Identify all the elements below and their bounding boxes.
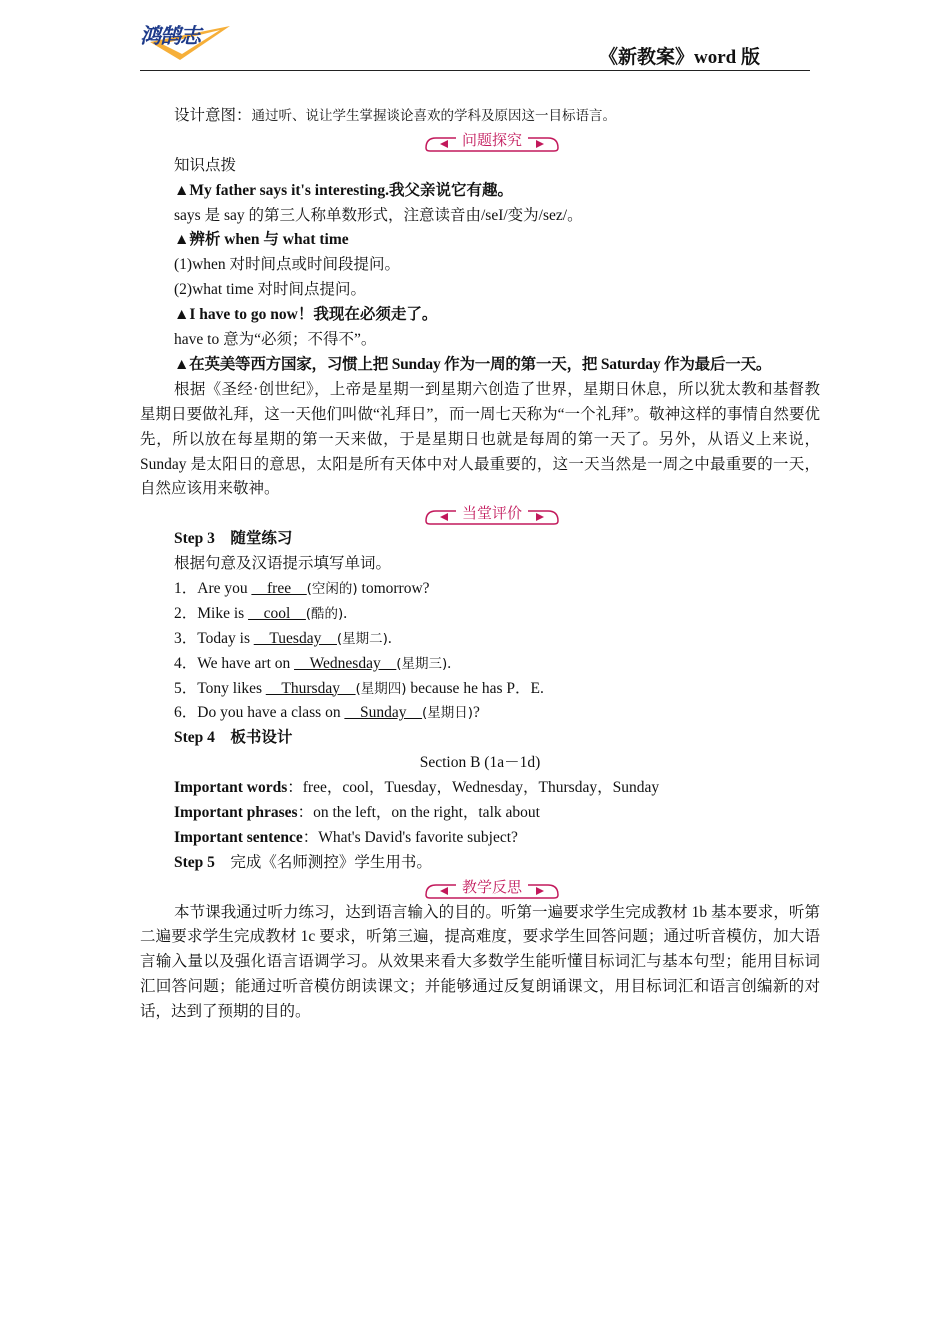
knowledge-point-2-item-1: (1)when 对时间点或时间段提问。 <box>174 256 401 274</box>
exercise-hint: (星期二) <box>336 630 388 647</box>
words-label: Important words <box>174 779 288 797</box>
design-intent <box>140 104 820 129</box>
banner-reflect <box>140 876 820 901</box>
exercise-suffix: tomorrow? <box>357 580 430 597</box>
banner-explore <box>140 129 820 154</box>
banner-explore-label: 问题探究 <box>461 130 523 149</box>
exercise-item <box>140 677 820 702</box>
exercise-answer: __Sunday__ <box>344 704 422 722</box>
knowledge-point-4-text: 根据《圣经·创世纪》，上帝是星期一到星期六创造了世界，星期日休息，所以犹太教和基督教星期日要做礼拜，这一天他们叫做“礼拜日”，而一周七天称为“一个礼拜”。敬神这样的事情自然要优先，所以放在每星期的第一天来做，于是星期日也就是每周的第一天了。另外，从语义上来说，Sunday 是太阳日的意思，太阳是所有天体中对人最重要的，这一天当然是一周之中最重要的一天，自然应该用来敬神。 <box>140 380 820 498</box>
exercise-answer: __Tuesday__ <box>253 629 337 647</box>
knowledge-point-3-text: have to 意为“必须；不得不”。 <box>174 331 377 349</box>
exercise-suffix: . <box>447 654 452 672</box>
sentence-text: ：What's David's favorite subject? <box>302 828 518 846</box>
banner-reflect-graphic <box>422 877 562 899</box>
board-important-phrases <box>140 801 820 826</box>
sentence-label: Important sentence <box>174 828 303 846</box>
knowledge-point-3-title: ▲I have to go now！我现在必须走了。 <box>174 306 438 324</box>
exercise-hint: (星期日) <box>421 705 474 722</box>
step4-title: Step 4 板书设计 <box>174 729 293 747</box>
reflection-text: 本节课我通过听力练习，达到语言输入的目的。听第一遍要求学生完成教材 1b 基本要求，听第二遍要求学生完成教材 1c 要求，听第三遍，提高难度，要求学生回答问题；通过听音模仿，加大语言输入量以及强化语言语调学习。从效果来看大多数学生能听懂目标词汇与基本句型；能用目标词汇回答问题；能通过听音模仿朗读课文；并能够通过反复朗诵课文，用目标词汇和语言创编新的对话，达到了预期的目的。 <box>140 903 820 1021</box>
exercise-prefix: 3．Today is <box>174 629 254 647</box>
exercise-suffix: ? <box>473 704 480 722</box>
phrases-text: ：on the left，on the right，talk about <box>297 804 540 822</box>
exercise-answer: __Thursday__ <box>265 679 356 697</box>
step3-instruction: 根据句意及汉语提示填写单词。 <box>174 555 392 573</box>
logo-text: 鸿鹄志 <box>140 24 200 48</box>
step5 <box>140 851 820 876</box>
board-important-sentence <box>140 826 820 851</box>
logo <box>140 20 235 64</box>
knowledge-point-4-title: ▲在英美等西方国家，习惯上把 Sunday 作为一周的第一天，把 Saturday 作为最后一天。 <box>174 355 772 373</box>
banner-reflect-label: 教学反思 <box>461 877 523 896</box>
page-header <box>140 16 810 71</box>
words-text: ：free，cool，Tuesday，Wednesday，Thursday，Sunday <box>287 779 660 797</box>
knowledge-heading: 知识点拨 <box>174 156 237 174</box>
knowledge-point-2-item-2: (2)what time 对时间点提问。 <box>174 281 367 299</box>
exercise-item <box>140 652 820 677</box>
exercise-answer: __Wednesday__ <box>294 654 397 672</box>
exercise-answer: __free__ <box>251 580 307 597</box>
exercise-hint: (空闲的) <box>306 581 358 597</box>
exercise-hint: (星期三) <box>396 655 448 672</box>
exercise-suffix: . <box>343 604 348 622</box>
exercise-prefix: 4．We have art on <box>174 654 295 672</box>
exercise-suffix: because he has P．E. <box>406 679 544 697</box>
board-section-title: Section B (1a－1d) <box>419 754 541 772</box>
exercise-suffix: . <box>387 629 392 647</box>
exercise-item <box>140 627 820 652</box>
knowledge-point-1-title: ▲My father says it's interesting.我父亲说它有趣。 <box>174 181 513 199</box>
intent-label: 设计意图： <box>174 107 252 124</box>
knowledge-point-1-text: says 是 say 的第三人称单数形式，注意读音由/seI/变为/sez/。 <box>174 206 583 224</box>
header-title: 《新教案》word 版 <box>599 47 760 68</box>
knowledge-point-2-title: ▲辨析 when 与 what time <box>174 231 349 249</box>
exercise-item <box>140 602 820 627</box>
step3-title: Step 3 随堂练习 <box>174 530 293 548</box>
exercise-prefix: 1．Are you <box>174 580 252 597</box>
phrases-label: Important phrases <box>174 804 298 822</box>
banner-evaluate-label: 当堂评价 <box>461 504 523 523</box>
banner-evaluate <box>140 502 820 527</box>
board-important-words <box>140 776 820 801</box>
exercise-prefix: 5．Tony likes <box>174 679 266 697</box>
step5-text: 完成《名师测控》学生用书。 <box>214 853 432 871</box>
exercise-prefix: 6．Do you have a class on <box>174 704 345 722</box>
banner-evaluate-graphic <box>422 503 562 525</box>
exercise-answer: __cool__ <box>248 604 306 622</box>
banner-explore-graphic <box>422 130 562 152</box>
intent-text: 通过听、说让学生掌握谈论喜欢的学科及原因这一目标语言。 <box>251 108 617 124</box>
exercise-item <box>140 577 820 602</box>
exercise-item <box>140 701 820 726</box>
exercise-prefix: 2．Mike is <box>174 604 249 622</box>
document-body <box>140 104 820 1025</box>
step5-label: Step 5 <box>174 853 215 871</box>
exercise-hint: (酷的) <box>305 605 344 622</box>
exercise-hint: (星期四) <box>355 680 407 697</box>
